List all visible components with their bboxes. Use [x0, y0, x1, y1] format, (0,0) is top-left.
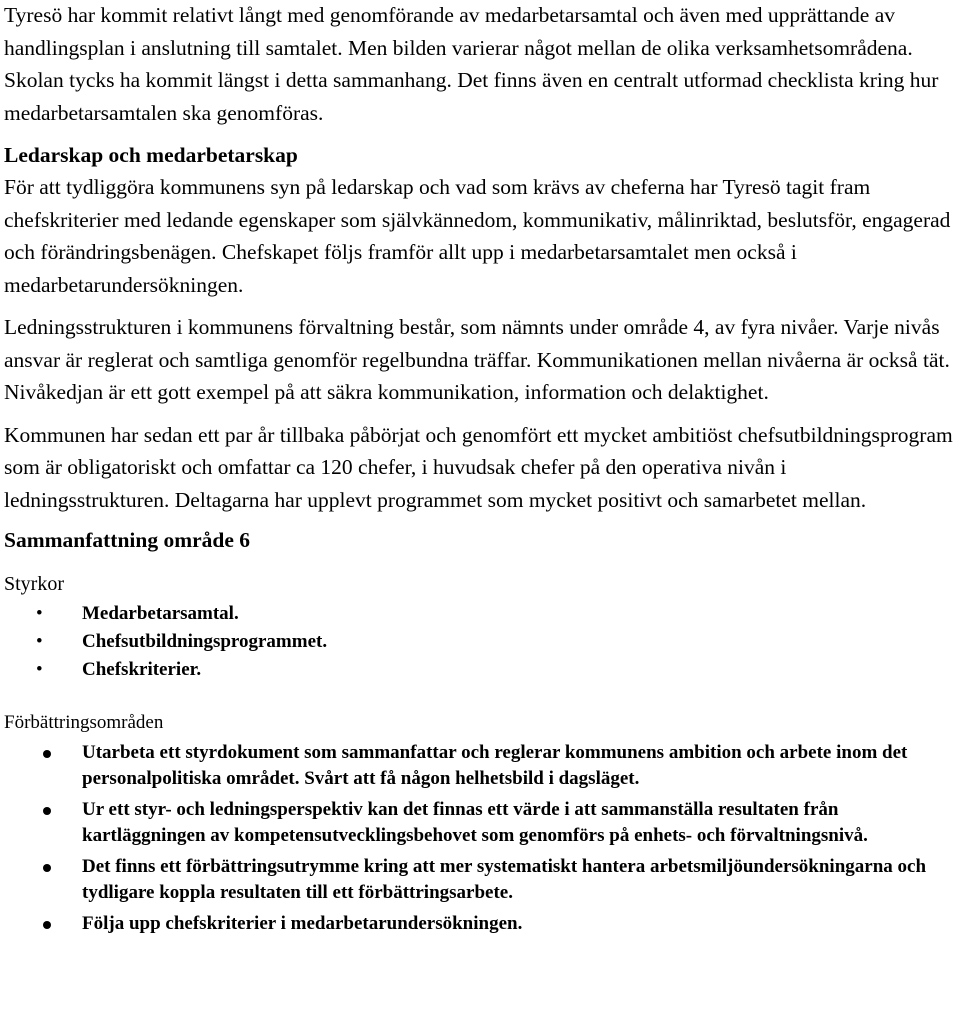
list-item: Följa upp chefskriterier i medarbetarundersökningen.	[4, 911, 956, 937]
list-item: • Chefsutbildningsprogrammet.	[4, 628, 956, 656]
summary-heading: Sammanfattning område 6	[4, 528, 251, 552]
leadership-paragraph-2: Ledningsstrukturen i kommunens förvaltning består, som nämnts under område 4, av fyra nivåer. Varje nivås ansvar är reglerat och samtliga genomför regelbundna träffar. Kommunikationen mellan nivåerna är också tät. Nivåkedjan är ett gott exempel på att säkra kommunikation, information och delaktighet.	[4, 315, 950, 404]
leadership-paragraph-3: Kommunen har sedan ett par år tillbaka påbörjat och genomfört ett mycket ambitiöst chefsutbildningsprogram som är obligatoriskt och omfattar ca 120 chefer, i huvudsak chefer på den operativa nivån i ledningsstrukturen. Deltagarna har upplevt programmet som mycket positivt och samarbetet mellan.	[4, 422, 953, 512]
improvements-heading: Förbättringsområden	[4, 712, 164, 733]
list-item: Utarbeta ett styrdokument som sammanfattar och reglerar kommunens ambition och arbete inom det personalpolitiska området. Svårt att få någon helhetsbild i dagsläget.	[4, 740, 956, 792]
intro-paragraph: Tyresö har kommit relativt långt med genomförande av medarbetarsamtal och även med upprättande av handlingsplan i anslutning till samtalet. Men bilden varierar något mellan de olika verksamhetsområdena. Skolan tycks ha kommit längst i detta sammanhang. Det finns även en centralt utformad checklista kring hur medarbetarsamtalen ska genomföras.	[4, 3, 939, 125]
list-item: Det finns ett förbättringsutrymme kring att mer systematiskt hantera arbetsmiljöundersökningarna och tydligare koppla resultaten till ett förbättringsarbete.	[4, 854, 956, 906]
list-item: Ur ett styr- och ledningsperspektiv kan det finnas ett värde i att sammanställa resultaten från kartläggningen av kompetensutvecklingsbehovet som genomförs på enhets- och förvaltningsnivå.	[4, 797, 956, 849]
section-heading-leadership: Ledarskap och medarbetarskap	[4, 143, 298, 167]
leadership-paragraph-1: För att tydliggöra kommunens syn på ledarskap och vad som krävs av cheferna har Tyresö tagit fram chefskriterier med ledande egenskaper som självkännedom, kommunikativ, målinriktad, beslutsför, engagerad och förändringsbenägen. Chefskapet följs framför allt upp i medarbetarsamtalet men också i medarbetarundersökningen.	[4, 175, 951, 297]
document-page	[4, 0, 956, 942]
list-item: • Chefskriterier.	[4, 656, 956, 684]
strengths-list	[4, 600, 956, 684]
list-item: • Medarbetarsamtal.	[4, 600, 956, 628]
strengths-heading: Styrkor	[4, 573, 64, 595]
improvements-list	[4, 740, 956, 937]
